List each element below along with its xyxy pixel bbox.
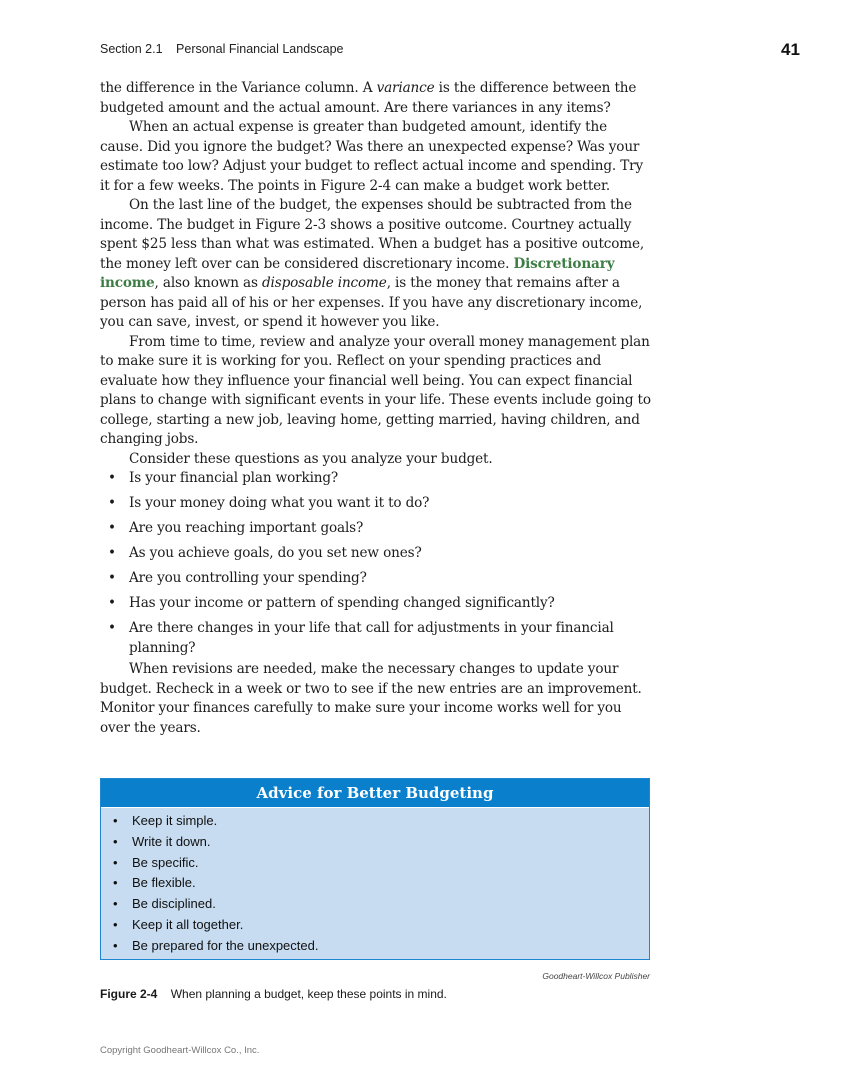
- list-item: • Write it down.: [101, 832, 649, 853]
- list-item: • Be flexible.: [101, 873, 649, 894]
- copyright-footer: Copyright Goodheart-Willcox Co., Inc.: [100, 1045, 260, 1056]
- list-item: • Keep it all together.: [101, 915, 649, 936]
- list-item: • Be specific.: [101, 853, 649, 874]
- text-run: On the last line of the budget, the expenses should be subtracted from the income. The budget in Figure 2-3 shows a positive outcome. Courtney actually spent $25 less than what was estimated. When a budget has a positive outcome, the money left over can be considered discretionary income.: [100, 197, 645, 272]
- figure-credit: Goodheart-Willcox Publisher: [542, 971, 650, 981]
- figure-box-title: Advice for Better Budgeting: [101, 779, 649, 808]
- list-item: • Be prepared for the unexpected.: [101, 936, 649, 957]
- text-run: , also known as: [154, 275, 262, 291]
- paragraph-actual-expense: When an actual expense is greater than budgeted amount, identify the cause. Did you ignore the budget? Was there an unexpected expense? Was your estimate too low? Adjust your budget to reflect actual income and spending. Try it for a few weeks. The points in Figure 2-4 can make a budget work better.: [100, 119, 644, 194]
- section-title: Personal Financial Landscape: [176, 42, 344, 56]
- list-item: • Is your financial plan working?: [100, 469, 652, 489]
- list-item: • Is your money doing what you want it to do?: [100, 494, 652, 514]
- text-run: , is the money that remains after a person has paid all of his or her expenses. If you have any discretionary income, you can save, invest, or spend it however you like.: [100, 275, 643, 330]
- figure-caption: [100, 987, 447, 1001]
- paragraph-consider-questions: Consider these questions as you analyze your budget.: [129, 450, 493, 467]
- section-number: Section 2.1: [100, 42, 163, 56]
- page-number: 41: [781, 40, 800, 59]
- list-item: • Be disciplined.: [101, 894, 649, 915]
- paragraph-review-plan: From time to time, review and analyze your overall money management plan to make sure it is working for you. Reflect on your spending practices and evaluate how they influence your financial well being. You can expect financial plans to change with significant events in your life. These events include going to college, starting a new job, leaving home, getting married, having children, and changing jobs.: [100, 333, 651, 447]
- question-list: [100, 469, 652, 658]
- paragraph-discretionary-income: [100, 196, 652, 333]
- italic-term-variance: variance: [376, 80, 435, 96]
- body-text: [100, 79, 652, 738]
- advice-list: [101, 808, 649, 959]
- paragraph-variance: [100, 79, 652, 118]
- text-run: the difference in the Variance column. A: [100, 80, 377, 96]
- key-term-discretionary-income: Discretionary income: [100, 255, 615, 291]
- list-item: • Are you reaching important goals?: [100, 519, 652, 539]
- figure-caption-text: When planning a budget, keep these points in mind.: [170, 987, 447, 1001]
- figure-label: Figure 2-4: [100, 987, 158, 1001]
- text-run: is the difference between the budgeted amount and the actual amount. Are there variances in any items?: [100, 80, 637, 116]
- list-item: • Has your income or pattern of spending changed significantly?: [100, 594, 652, 614]
- running-head: [100, 42, 344, 56]
- paragraph-revisions: When revisions are needed, make the necessary changes to update your budget. Recheck in a week or two to see if the new entries are an improvement. Monitor your finances carefully to make sure your income works well for you over the years.: [100, 661, 642, 736]
- list-item: • Are you controlling your spending?: [100, 569, 652, 589]
- italic-term-disposable-income: disposable income: [262, 275, 387, 291]
- list-item: • Keep it simple.: [101, 811, 649, 832]
- list-item: • Are there changes in your life that call for adjustments in your financial planning?: [100, 619, 652, 658]
- figure-advice-box: [100, 778, 650, 960]
- list-item: • As you achieve goals, do you set new ones?: [100, 544, 652, 564]
